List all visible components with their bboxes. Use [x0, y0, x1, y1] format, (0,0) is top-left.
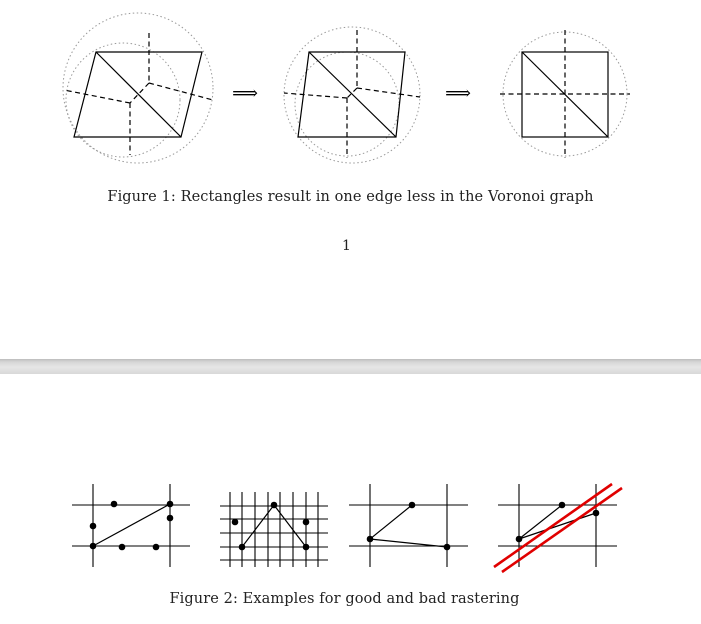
raster-example-4 [494, 484, 622, 572]
bad-raster-line-1 [494, 484, 612, 567]
page-2 [0, 374, 701, 624]
arrow-1: ⟹ [232, 83, 258, 104]
page-separator [0, 359, 701, 374]
voronoi-panel-1 [63, 13, 213, 163]
figure-1-caption: Figure 1: Rectangles result in one edge less in the Voronoi graph [107, 189, 594, 205]
raster-points [90, 501, 600, 551]
raster-example-3 [349, 484, 468, 567]
figure-2-drawing [0, 374, 701, 584]
bad-raster-line-2 [502, 488, 622, 572]
voronoi-panel-3 [500, 30, 630, 158]
figure-2-caption: Figure 2: Examples for good and bad rastering [169, 591, 520, 607]
voronoi-panel-2 [284, 27, 420, 163]
arrow-2: ⟹ [445, 83, 471, 104]
page-number: 1 [342, 238, 351, 254]
raster-example-1 [72, 484, 190, 567]
figure-1-drawing [0, 0, 701, 180]
